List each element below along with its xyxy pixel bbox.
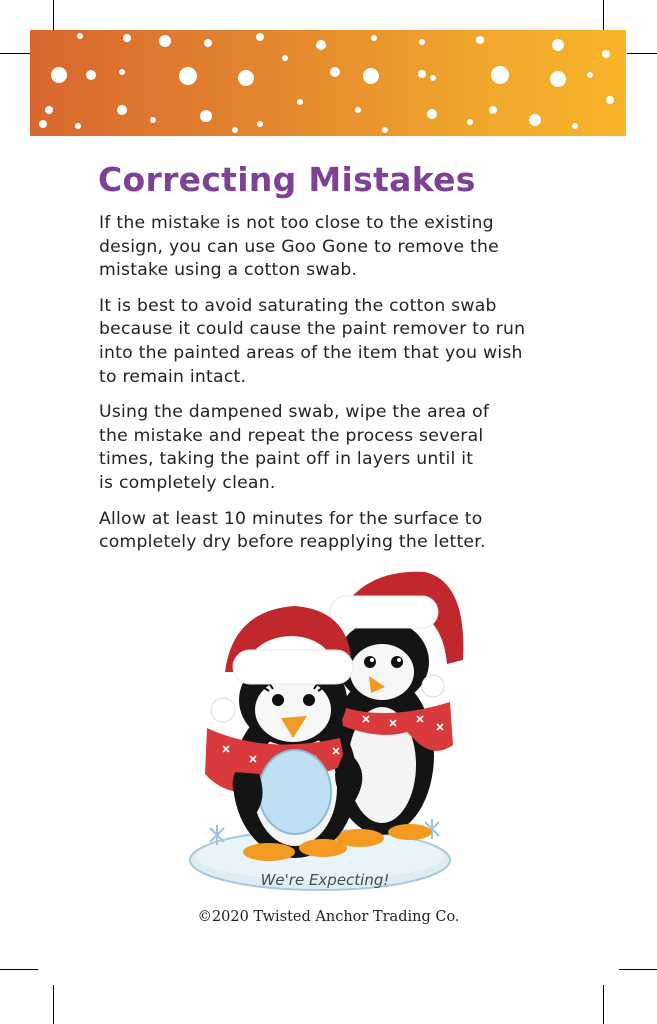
header-banner bbox=[30, 30, 626, 136]
paragraph-1: If the mistake is not too close to the existing design, you can use Goo Gone to remove the mistake using a cotton swab. bbox=[99, 213, 499, 281]
crop-mark-top-left-horizontal bbox=[0, 53, 30, 54]
penguin-ornament-illustration bbox=[185, 560, 475, 905]
penguin-ornament-icon bbox=[185, 560, 475, 905]
crop-mark-top-right-vertical bbox=[603, 0, 604, 30]
paragraph-3: Using the dampened swab, wipe the area of the mistake and repeat the process several times, taking the paint off in layers until it is completely clean. bbox=[99, 402, 490, 493]
crop-mark-bottom-right-vertical bbox=[603, 985, 604, 1024]
crop-mark-bottom-left-vertical bbox=[53, 985, 54, 1024]
polka-dots bbox=[30, 30, 626, 136]
paragraph-4: Allow at least 10 minutes for the surface to completely dry before reapplying the letter. bbox=[99, 508, 486, 553]
instructions bbox=[99, 212, 569, 567]
crop-mark-bottom-left-horizontal bbox=[0, 969, 38, 970]
crop-mark-top-right-horizontal bbox=[627, 53, 657, 54]
page-title: Correcting Mistakes bbox=[98, 160, 476, 199]
crop-mark-top-left-vertical bbox=[53, 0, 54, 30]
crop-mark-bottom-right-horizontal bbox=[619, 969, 657, 970]
copyright: ©2020 Twisted Anchor Trading Co. bbox=[197, 909, 460, 925]
ornament-text: We're Expecting! bbox=[260, 871, 390, 889]
paragraph-2: It is best to avoid saturating the cotton swab because it could cause the paint remover to run into the painted areas of the item that you wish to remain intact. bbox=[99, 295, 526, 387]
